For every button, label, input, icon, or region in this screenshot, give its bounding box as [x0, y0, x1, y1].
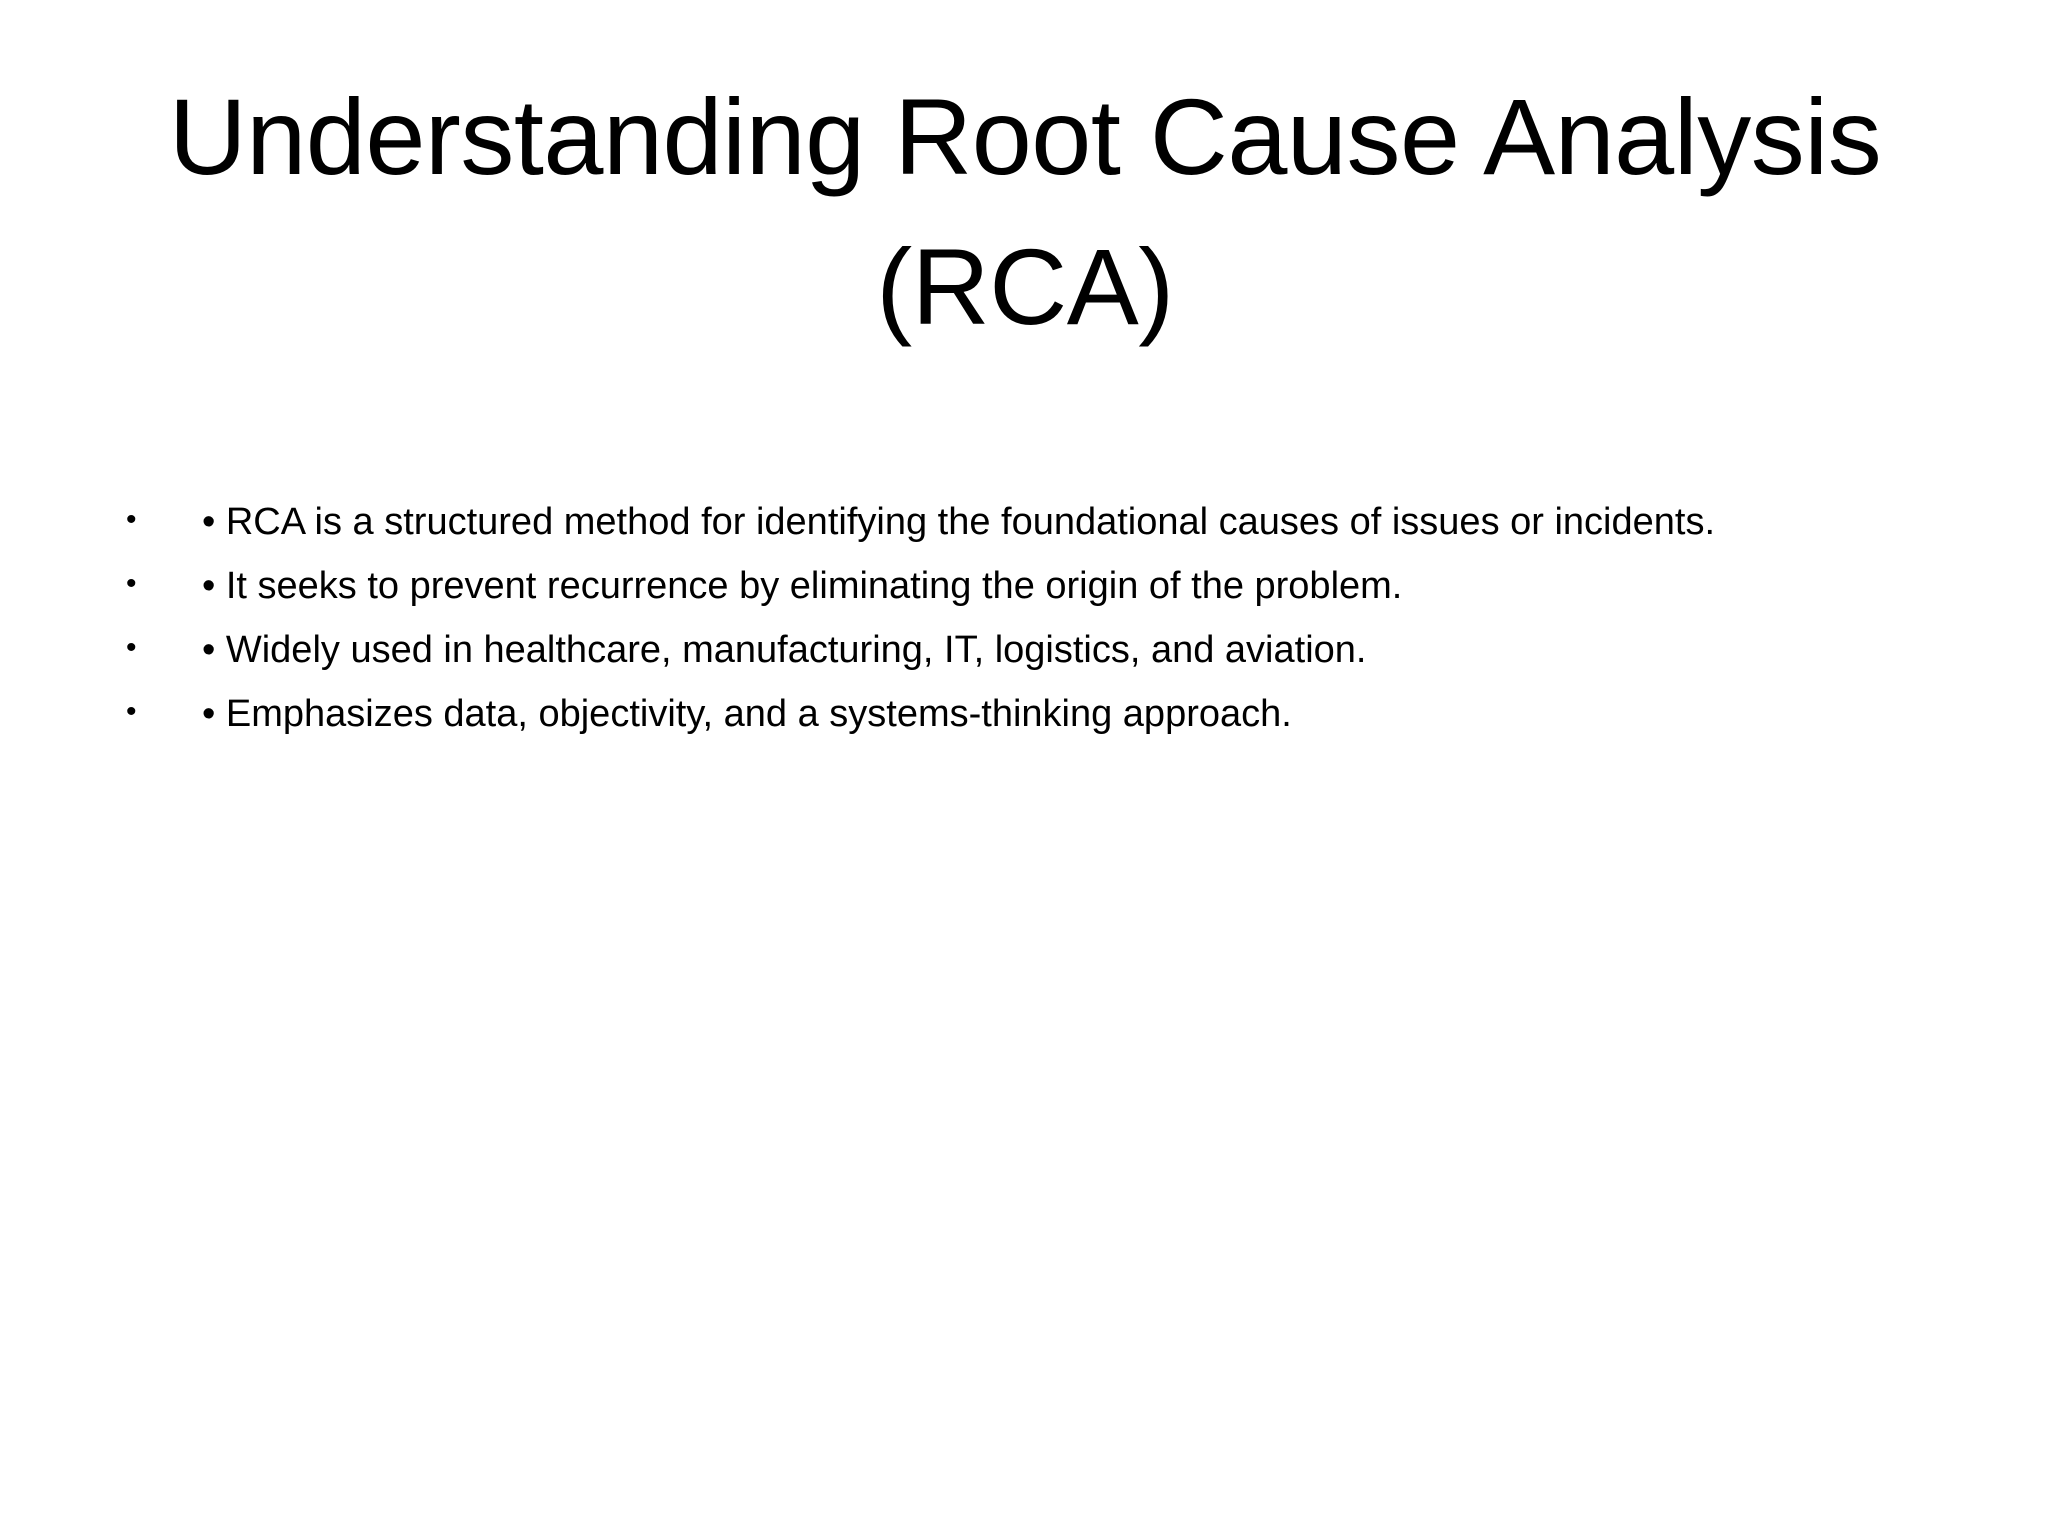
bullet-icon: •	[126, 631, 137, 664]
list-item	[120, 682, 1920, 746]
bullet-list	[120, 490, 1920, 746]
list-item	[120, 618, 1920, 682]
bullet-icon: •	[126, 695, 137, 728]
bullet-text: • RCA is a structured method for identifying the foundational causes of issues or incidents.	[202, 501, 1716, 543]
bullet-text: • It seeks to prevent recurrence by eliminating the origin of the problem.	[202, 565, 1403, 607]
bullet-text: • Widely used in healthcare, manufacturing, IT, logistics, and aviation.	[202, 629, 1367, 671]
slide-title: Understanding Root Cause Analysis (RCA)	[168, 76, 1882, 347]
bullet-icon: •	[126, 567, 137, 600]
bullet-icon: •	[126, 503, 137, 536]
bullet-text: • Emphasizes data, objectivity, and a systems-thinking approach.	[202, 693, 1292, 735]
list-item	[120, 490, 1920, 554]
list-item	[120, 554, 1920, 618]
